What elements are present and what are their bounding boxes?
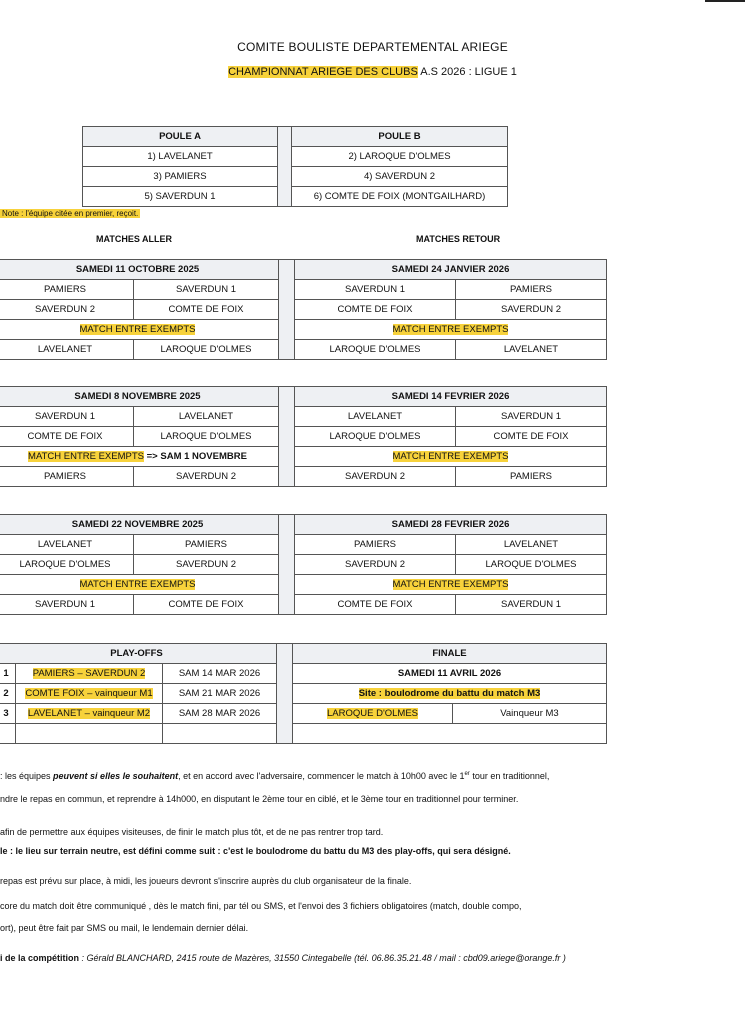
away-team: LAROQUE D'OLMES <box>134 427 279 447</box>
away-team: PAMIERS <box>456 280 607 300</box>
finale-site-label: Site : boulodrome du battu du match M3 <box>358 688 541 699</box>
home-team: COMTE DE FOIX <box>0 427 134 447</box>
footer-line: le : le lieu sur terrain neutre, est défini comme suit : c'est le boulodrome du battu du M3 des play-offs, qui sera désigné. <box>0 846 511 856</box>
exempt-match-cell <box>295 447 607 467</box>
round-divider <box>279 260 295 360</box>
footer-line: ort), peut être fait par SMS ou mail, le lendemain dernier délai. <box>0 923 249 933</box>
exempt-match-cell <box>0 447 279 467</box>
playoff-date: SAM 14 MAR 2026 <box>163 664 277 684</box>
retour-date-header: SAMEDI 28 FEVRIER 2026 <box>295 515 607 535</box>
exempt-match-cell <box>295 320 607 340</box>
playoffs-finale-table <box>0 643 607 744</box>
poule-b-team: 4) SAVERDUN 2 <box>292 167 508 187</box>
receiving-team-note: Note : l'équipe citée en premier, reçoit. <box>2 209 139 218</box>
home-team: LAVELANET <box>0 535 134 555</box>
round-divider <box>279 387 295 487</box>
exempt-match-label: MATCH ENTRE EXEMPTS <box>28 451 144 462</box>
retour-date-header: SAMEDI 24 JANVIER 2026 <box>295 260 607 280</box>
home-team: LAROQUE D'OLMES <box>295 340 456 360</box>
away-team: COMTE DE FOIX <box>456 427 607 447</box>
home-team: PAMIERS <box>0 280 134 300</box>
poules-table <box>82 126 508 207</box>
playoff-match-label: LAVELANET – vainqueur M2 <box>27 708 151 719</box>
empty-cell <box>163 724 277 744</box>
footer-contact: : Gérald BLANCHARD, 2415 route de Mazères, 31550 Cintegabelle (tél. 06.86.35.21.48 / mail : cbd09.ariege@orange.fr ) <box>79 953 566 963</box>
aller-date-header: SAMEDI 8 NOVEMBRE 2025 <box>0 387 279 407</box>
exempt-match-label: MATCH ENTRE EXEMPTS <box>392 451 509 462</box>
poule-b-team: 6) COMTE DE FOIX (MONTGAILHARD) <box>292 187 508 207</box>
footer-line: ndre le repas en commun, et reprendre à 14h000, en disputant le 2ème tour en ciblé, et le 3ème tour en traditionnel pour terminer. <box>0 794 519 804</box>
away-team: SAVERDUN 1 <box>456 595 607 615</box>
away-team: SAVERDUN 2 <box>134 555 279 575</box>
poule-a-team: 3) PAMIERS <box>83 167 278 187</box>
home-team: SAVERDUN 2 <box>0 300 134 320</box>
playoff-match <box>16 704 163 724</box>
away-team: COMTE DE FOIX <box>134 595 279 615</box>
away-team: PAMIERS <box>456 467 607 487</box>
footer-line <box>0 953 566 963</box>
empty-cell <box>16 724 163 744</box>
home-team: SAVERDUN 1 <box>0 595 134 615</box>
subtitle-highlight: CHAMPIONNAT ARIEGE DES CLUBS <box>228 66 418 78</box>
away-team: LAROQUE D'OLMES <box>456 555 607 575</box>
exempt-match-cell <box>0 320 279 340</box>
footer-line: repas est prévu sur place, à midi, les joueurs devront s'inscrire auprès du club organisateur de la finale. <box>0 876 412 886</box>
away-team: SAVERDUN 2 <box>456 300 607 320</box>
exempt-match-label: MATCH ENTRE EXEMPTS <box>79 579 196 590</box>
aller-date-header: SAMEDI 11 OCTOBRE 2025 <box>0 260 279 280</box>
poule-a-team: 1) LAVELANET <box>83 147 278 167</box>
exempt-match-label: MATCH ENTRE EXEMPTS <box>392 579 509 590</box>
round-table <box>0 259 607 360</box>
footer-line: afin de permettre aux équipes visiteuses, de finir le match plus tôt, et de ne pas rentrer trop tard. <box>0 827 384 837</box>
playoff-number: 2 <box>0 684 16 704</box>
round-table <box>0 386 607 487</box>
home-team: COMTE DE FOIX <box>295 300 456 320</box>
away-team: COMTE DE FOIX <box>134 300 279 320</box>
home-team: LAROQUE D'OLMES <box>295 427 456 447</box>
home-team: PAMIERS <box>295 535 456 555</box>
away-team: LAVELANET <box>134 407 279 427</box>
playoff-match-label: PAMIERS – SAVERDUN 2 <box>32 668 146 679</box>
home-team: SAVERDUN 1 <box>0 407 134 427</box>
playoff-match-label: COMTE FOIX – vainqueur M1 <box>25 688 153 699</box>
home-team: LAVELANET <box>0 340 134 360</box>
footer-emphasis: peuvent si elles le souhaitent <box>53 771 179 781</box>
away-team: LAVELANET <box>456 535 607 555</box>
retour-date-header: SAMEDI 14 FEVRIER 2026 <box>295 387 607 407</box>
exempt-match-label: MATCH ENTRE EXEMPTS <box>392 324 509 335</box>
home-team: SAVERDUN 2 <box>295 467 456 487</box>
home-team: COMTE DE FOIX <box>295 595 456 615</box>
round-divider <box>279 515 295 615</box>
page-title: COMITE BOULISTE DEPARTEMENTAL ARIEGE <box>237 40 508 54</box>
empty-cell <box>0 724 16 744</box>
away-team: PAMIERS <box>134 535 279 555</box>
poule-b-team: 2) LAROQUE D'OLMES <box>292 147 508 167</box>
poule-a-team: 5) SAVERDUN 1 <box>83 187 278 207</box>
subtitle-rest: A.S 2026 : LIGUE 1 <box>417 66 517 78</box>
home-team: SAVERDUN 1 <box>295 280 456 300</box>
home-team: LAROQUE D'OLMES <box>0 555 134 575</box>
page-edge-line <box>705 0 745 2</box>
footer-line <box>0 771 549 781</box>
away-team: LAROQUE D'OLMES <box>134 340 279 360</box>
poules-divider <box>278 127 292 207</box>
exempt-match-cell <box>0 575 279 595</box>
playoff-match <box>16 684 163 704</box>
home-team: SAVERDUN 2 <box>295 555 456 575</box>
finale-opponent: Vainqueur M3 <box>453 704 607 724</box>
away-team: SAVERDUN 2 <box>134 467 279 487</box>
poule-a-header: POULE A <box>83 127 278 147</box>
exempt-match-label: MATCH ENTRE EXEMPTS <box>79 324 196 335</box>
finale-date: SAMEDI 11 AVRIL 2026 <box>293 664 607 684</box>
retour-label: MATCHES RETOUR <box>416 234 501 244</box>
aller-date-header: SAMEDI 22 NOVEMBRE 2025 <box>0 515 279 535</box>
playoff-date: SAM 21 MAR 2026 <box>163 684 277 704</box>
playoffs-header: PLAY-OFFS <box>0 644 277 664</box>
empty-cell <box>293 724 607 744</box>
finale-header: FINALE <box>293 644 607 664</box>
finale-team-label: LAROQUE D'OLMES <box>326 708 419 719</box>
finale-team <box>293 704 453 724</box>
playoff-number: 1 <box>0 664 16 684</box>
playoff-date: SAM 28 MAR 2026 <box>163 704 277 724</box>
footer-text: : les équipes <box>0 771 54 781</box>
page-subtitle <box>0 66 745 78</box>
home-team: PAMIERS <box>0 467 134 487</box>
exempt-match-cell <box>295 575 607 595</box>
round-table <box>0 514 607 615</box>
exempt-reschedule: => SAM 1 NOVEMBRE <box>144 451 247 462</box>
away-team: SAVERDUN 1 <box>456 407 607 427</box>
footer-text: , et en accord avec l'adversaire, commencer le match à 10h00 avec le 1 <box>178 771 465 781</box>
home-team: LAVELANET <box>295 407 456 427</box>
aller-label: MATCHES ALLER <box>96 234 172 244</box>
playoff-number: 3 <box>0 704 16 724</box>
footer-superscript: er <box>464 771 470 777</box>
footer-text: tour en traditionnel, <box>469 771 550 781</box>
playoffs-divider <box>277 644 293 744</box>
away-team: LAVELANET <box>456 340 607 360</box>
footer-label: i de la compétition <box>0 953 80 963</box>
footer-line: core du match doit être communiqué , dès le match fini, par tél ou SMS, et l'envoi des 3 fichiers obligatoires (match, double compo, <box>0 901 522 911</box>
poule-b-header: POULE B <box>292 127 508 147</box>
away-team: SAVERDUN 1 <box>134 280 279 300</box>
finale-site <box>293 684 607 704</box>
playoff-match <box>16 664 163 684</box>
